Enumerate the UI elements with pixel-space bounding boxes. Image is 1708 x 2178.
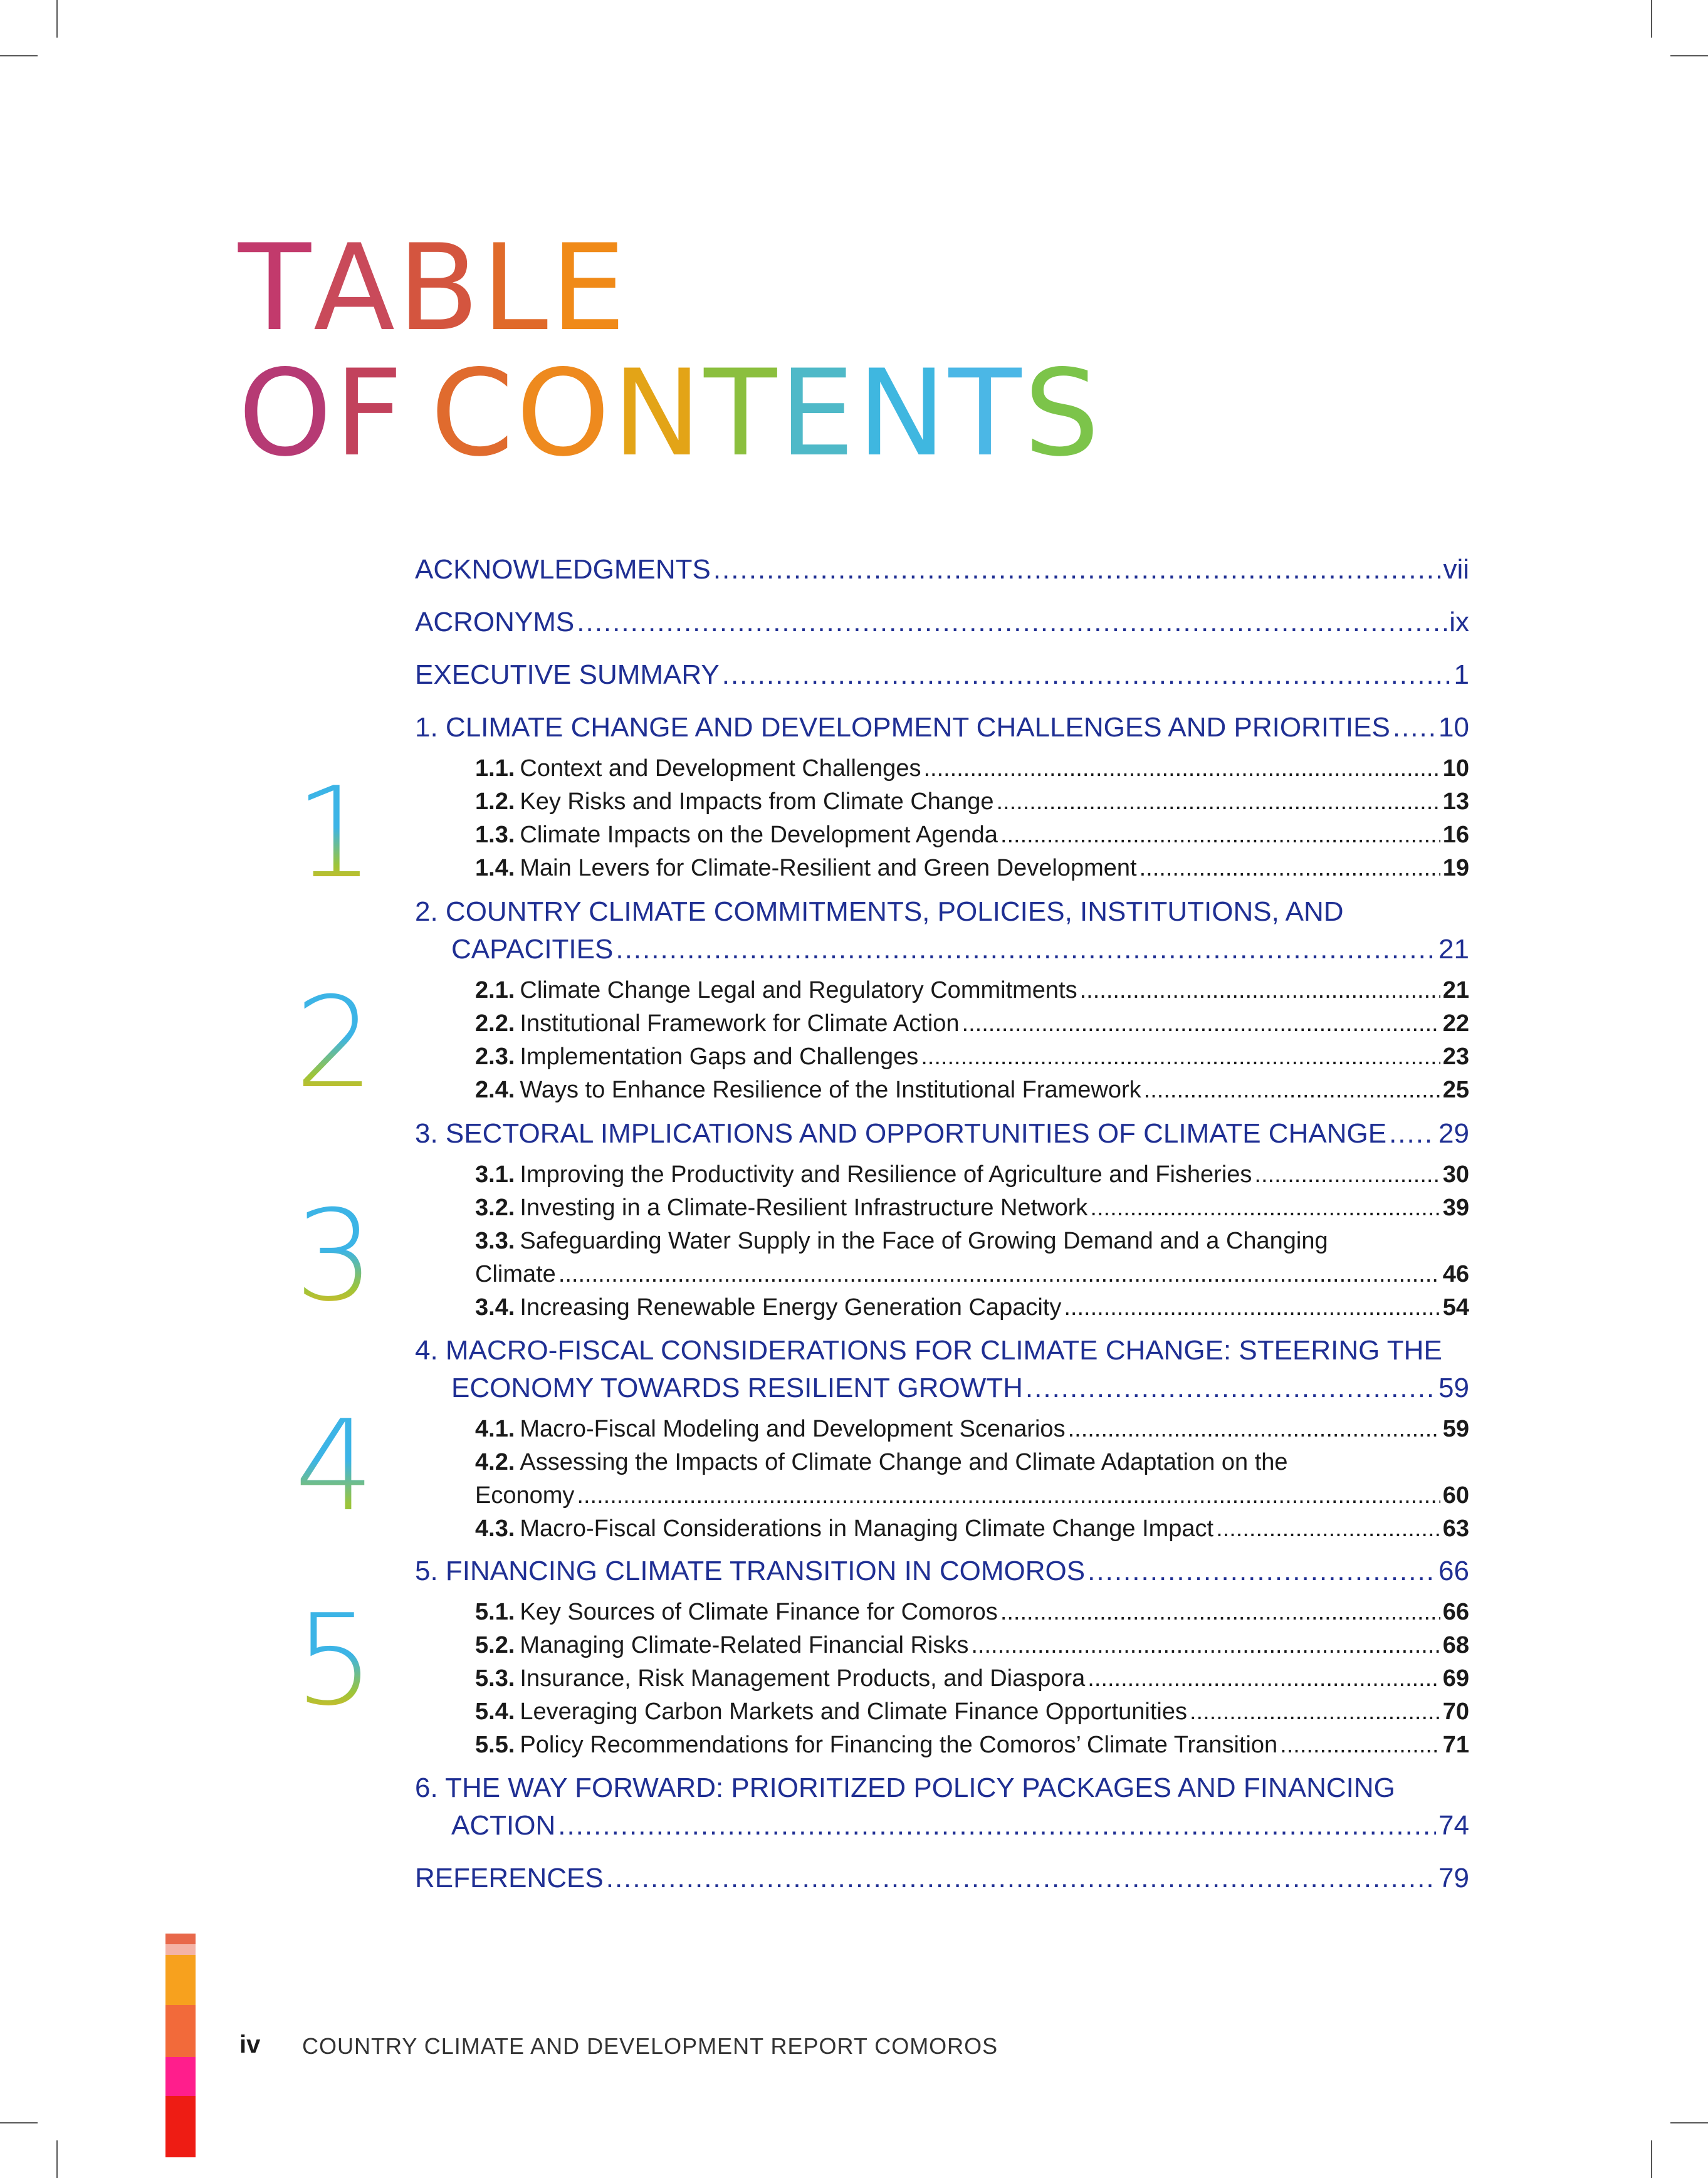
title-letter: T — [704, 344, 780, 483]
leader-dots — [1087, 1662, 1440, 1695]
section-number: 3.3. — [475, 1228, 515, 1254]
chapter-label: 1. CLIMATE CHANGE AND DEVELOPMENT CHALLENGES AND PRIORITIES — [415, 712, 1390, 743]
title-letter: N — [612, 344, 705, 483]
leader-dots — [1025, 1369, 1436, 1408]
leader-dots — [558, 1258, 1440, 1291]
chapter-number-glyph-3: 3 — [295, 1183, 375, 1329]
leader-dots — [1393, 708, 1436, 747]
toc-section-3-3-line-1[interactable] — [475, 1225, 1328, 1257]
title-letter: A — [313, 219, 398, 357]
chapter-label: ACTION — [451, 1810, 556, 1841]
entry-label: ACRONYMS — [415, 607, 575, 637]
section-label: Institutional Framework for Climate Action — [520, 1010, 960, 1037]
toc-section-3-2[interactable] — [475, 1191, 1469, 1224]
toc-section-3-1[interactable] — [475, 1158, 1469, 1191]
entry-page: vii — [1443, 554, 1469, 585]
section-number: 5.3. — [475, 1665, 515, 1692]
section-label: Improving the Productivity and Resilience of Agriculture and Fisheries — [520, 1161, 1252, 1188]
chapter-label: 3. SECTORAL IMPLICATIONS AND OPPORTUNITIES OF CLIMATE CHANGE — [415, 1118, 1387, 1149]
toc-chapter-2-line-1[interactable]: 2. COUNTRY CLIMATE COMMITMENTS, POLICIES, INSTITUTIONS, AND — [415, 896, 1344, 927]
entry-page: ix — [1449, 607, 1469, 637]
toc-section-2-1[interactable] — [475, 974, 1469, 1007]
toc-entry-acronyms[interactable] — [415, 603, 1469, 642]
toc-chapter-2[interactable] — [451, 930, 1469, 969]
section-number: 2.3. — [475, 1044, 515, 1070]
color-bar-segment — [165, 2005, 196, 2057]
section-page: 66 — [1442, 1599, 1469, 1625]
section-label: Key Risks and Impacts from Climate Change — [520, 788, 994, 815]
section-number: 4.1. — [475, 1416, 515, 1442]
title-letter: L — [481, 219, 551, 357]
section-page: 21 — [1442, 977, 1469, 1003]
chapter-page: 74 — [1438, 1810, 1469, 1841]
section-number: 5.5. — [475, 1732, 515, 1758]
entry-label: ACKNOWLEDGMENTS — [415, 554, 711, 585]
toc-section-2-2[interactable] — [475, 1007, 1469, 1040]
section-label: Main Levers for Climate-Resilient and Green Development — [520, 855, 1137, 881]
section-label: Investing in a Climate-Resilient Infrastructure Network — [520, 1195, 1088, 1221]
chapter-number-glyph-1: 1 — [295, 760, 375, 906]
section-label: Increasing Renewable Energy Generation Capacity — [520, 1294, 1062, 1321]
leader-dots — [1389, 1114, 1436, 1153]
section-label: Leveraging Carbon Markets and Climate Finance Opportunities — [520, 1699, 1187, 1725]
section-number: 5.2. — [475, 1632, 515, 1658]
title-letter: N — [857, 344, 949, 483]
toc-section-5-5[interactable] — [475, 1729, 1469, 1761]
leader-dots — [1080, 974, 1440, 1007]
title-letter: O — [516, 344, 613, 483]
chapter-page: 21 — [1438, 934, 1469, 965]
section-number: 3.2. — [475, 1195, 515, 1221]
footer-report-title: COUNTRY CLIMATE AND DEVELOPMENT REPORT COMOROS — [302, 2033, 998, 2059]
section-page: 19 — [1442, 855, 1469, 881]
section-page: 23 — [1442, 1044, 1469, 1070]
section-number: 1.2. — [475, 788, 515, 815]
toc-chapter-4[interactable] — [451, 1369, 1469, 1408]
chapter-page: 10 — [1438, 712, 1469, 743]
leader-dots — [713, 550, 1441, 589]
leader-dots — [971, 1629, 1440, 1662]
title-letter: F — [334, 344, 406, 483]
footer-page-number: iv — [239, 2031, 261, 2058]
title-letter: S — [1024, 344, 1103, 483]
section-page: 22 — [1442, 1010, 1469, 1037]
leader-dots — [962, 1007, 1440, 1040]
chapter-number-glyph-2: 2 — [295, 970, 375, 1116]
section-label: Climate Impacts on the Development Agenda — [520, 822, 998, 848]
section-page: 68 — [1442, 1632, 1469, 1658]
toc-entry-executive-summary[interactable] — [415, 656, 1469, 694]
leader-dots — [996, 785, 1440, 818]
toc-section-1-1[interactable] — [475, 752, 1469, 785]
toc-section-1-4[interactable] — [475, 852, 1469, 884]
section-number: 2.1. — [475, 977, 515, 1003]
title-letter: T — [948, 344, 1024, 483]
leader-dots — [577, 1479, 1440, 1512]
chapter-label: 5. FINANCING CLIMATE TRANSITION IN COMOROS — [415, 1556, 1086, 1586]
chapter-number-glyph-5: 5 — [295, 1588, 375, 1734]
toc-section-5-3[interactable] — [475, 1662, 1469, 1695]
section-label: Ways to Enhance Resilience of the Institutional Framework — [520, 1077, 1141, 1103]
section-number: 2.4. — [475, 1077, 515, 1103]
title-letter: C — [430, 344, 516, 483]
section-page: 54 — [1442, 1294, 1469, 1321]
section-label: Climate Change Legal and Regulatory Commitments — [520, 977, 1077, 1003]
leader-dots — [1090, 1191, 1440, 1224]
entry-label: EXECUTIVE SUMMARY — [415, 659, 720, 690]
toc-section-2-4[interactable] — [475, 1074, 1469, 1106]
toc-chapter-6-line-1[interactable]: 6. THE WAY FORWARD: PRIORITIZED POLICY PACKAGES AND FINANCING — [415, 1772, 1395, 1803]
section-page: 71 — [1442, 1732, 1469, 1758]
chapter-page: 66 — [1438, 1556, 1469, 1586]
section-label: Policy Recommendations for Financing the Comoros’ Climate Transition — [520, 1732, 1278, 1758]
toc-chapter-5[interactable] — [415, 1552, 1469, 1591]
section-number: 4.3. — [475, 1516, 515, 1542]
section-number: 1.3. — [475, 822, 515, 848]
section-page: 30 — [1442, 1161, 1469, 1188]
section-label: Context and Development Challenges — [520, 755, 921, 782]
toc-section-1-2[interactable] — [475, 785, 1469, 818]
leader-dots — [1216, 1512, 1440, 1545]
leader-dots — [1000, 819, 1440, 851]
toc-entry-references[interactable] — [415, 1859, 1469, 1898]
leader-dots — [1140, 852, 1440, 884]
toc-chapter-3[interactable] — [415, 1114, 1469, 1153]
section-number: 5.1. — [475, 1599, 515, 1625]
toc-entry-acknowledgments[interactable] — [415, 550, 1469, 589]
toc-section-4-3[interactable] — [475, 1512, 1469, 1545]
toc-section-5-4[interactable] — [475, 1695, 1469, 1728]
chapter-number-glyph-4: 4 — [295, 1393, 375, 1539]
toc-section-4-1[interactable] — [475, 1413, 1469, 1445]
toc-chapter-1[interactable] — [415, 708, 1469, 747]
section-page: 16 — [1442, 822, 1469, 848]
section-page: 69 — [1442, 1665, 1469, 1692]
leader-dots — [606, 1859, 1436, 1898]
section-page: 60 — [1442, 1482, 1469, 1509]
section-label: Managing Climate-Related Financial Risks — [520, 1632, 969, 1658]
leader-dots — [722, 656, 1452, 694]
leader-dots — [1064, 1291, 1440, 1324]
section-number: 5.4. — [475, 1699, 515, 1725]
leader-dots — [1254, 1158, 1440, 1191]
section-page: 63 — [1442, 1516, 1469, 1542]
title-letter: E — [550, 219, 629, 357]
leader-dots — [1087, 1552, 1436, 1591]
section-label: Economy — [475, 1482, 575, 1509]
toc-section-3-4[interactable] — [475, 1291, 1469, 1324]
section-label: Insurance, Risk Management Products, and Diaspora — [520, 1665, 1086, 1692]
section-page: 10 — [1442, 755, 1469, 782]
section-label: Safeguarding Water Supply in the Face of Growing Demand and a Changing — [520, 1228, 1328, 1254]
title-letter: O — [238, 344, 335, 483]
chapter-label: ECONOMY TOWARDS RESILIENT GROWTH — [451, 1373, 1023, 1403]
color-bar-segment — [165, 1955, 196, 2005]
section-label: Macro-Fiscal Considerations in Managing Climate Change Impact — [520, 1516, 1214, 1542]
color-bar-segment — [165, 2057, 196, 2096]
toc-chapter-4-line-1[interactable]: 4. MACRO-FISCAL CONSIDERATIONS FOR CLIMATE CHANGE: STEERING THE — [415, 1335, 1442, 1366]
chapter-page: 29 — [1438, 1118, 1469, 1149]
section-number: 1.4. — [475, 855, 515, 881]
color-bar-segment — [165, 1944, 196, 1955]
section-page: 59 — [1442, 1416, 1469, 1442]
leader-dots — [1068, 1413, 1440, 1445]
color-bar-segment — [165, 1934, 196, 1944]
toc-section-5-1[interactable] — [475, 1596, 1469, 1628]
toc-section-4-2[interactable] — [475, 1479, 1469, 1512]
leader-dots — [616, 930, 1436, 969]
toc-section-4-2-line-1[interactable] — [475, 1446, 1288, 1479]
section-page: 25 — [1442, 1077, 1469, 1103]
section-label: Macro-Fiscal Modeling and Development Scenarios — [520, 1416, 1066, 1442]
title-letter: T — [238, 219, 314, 357]
section-page: 70 — [1442, 1699, 1469, 1725]
chapter-page: 59 — [1438, 1373, 1469, 1403]
section-number: 2.2. — [475, 1010, 515, 1037]
title-letter: E — [779, 344, 857, 483]
leader-dots — [1280, 1729, 1440, 1761]
leader-dots — [1144, 1074, 1440, 1106]
leader-dots — [577, 603, 1447, 642]
title-letter: B — [397, 219, 482, 357]
color-bar-segment — [165, 2096, 196, 2157]
leader-dots — [1000, 1596, 1440, 1628]
section-page: 46 — [1442, 1261, 1469, 1287]
toc-section-3-3[interactable] — [475, 1258, 1469, 1291]
section-number: 4.2. — [475, 1449, 515, 1475]
section-page: 13 — [1442, 788, 1469, 815]
section-number: 1.1. — [475, 755, 515, 782]
entry-page: 1 — [1454, 659, 1469, 690]
section-page: 39 — [1442, 1195, 1469, 1221]
section-number: 3.1. — [475, 1161, 515, 1188]
entry-label: REFERENCES — [415, 1863, 604, 1893]
leader-dots — [558, 1806, 1436, 1845]
toc-section-1-3[interactable] — [475, 819, 1469, 851]
leader-dots — [921, 1040, 1440, 1073]
entry-page: 79 — [1438, 1863, 1469, 1893]
toc-chapter-6[interactable] — [451, 1806, 1469, 1845]
section-label: Climate — [475, 1261, 556, 1287]
toc-section-2-3[interactable] — [475, 1040, 1469, 1073]
toc-section-5-2[interactable] — [475, 1629, 1469, 1662]
section-label: Key Sources of Climate Finance for Comoros — [520, 1599, 998, 1625]
leader-dots — [923, 752, 1440, 785]
section-label: Implementation Gaps and Challenges — [520, 1044, 919, 1070]
chapter-label: CAPACITIES — [451, 934, 614, 965]
leader-dots — [1190, 1695, 1440, 1728]
section-label: Assessing the Impacts of Climate Change and Climate Adaptation on the — [520, 1449, 1288, 1475]
section-number: 3.4. — [475, 1294, 515, 1321]
